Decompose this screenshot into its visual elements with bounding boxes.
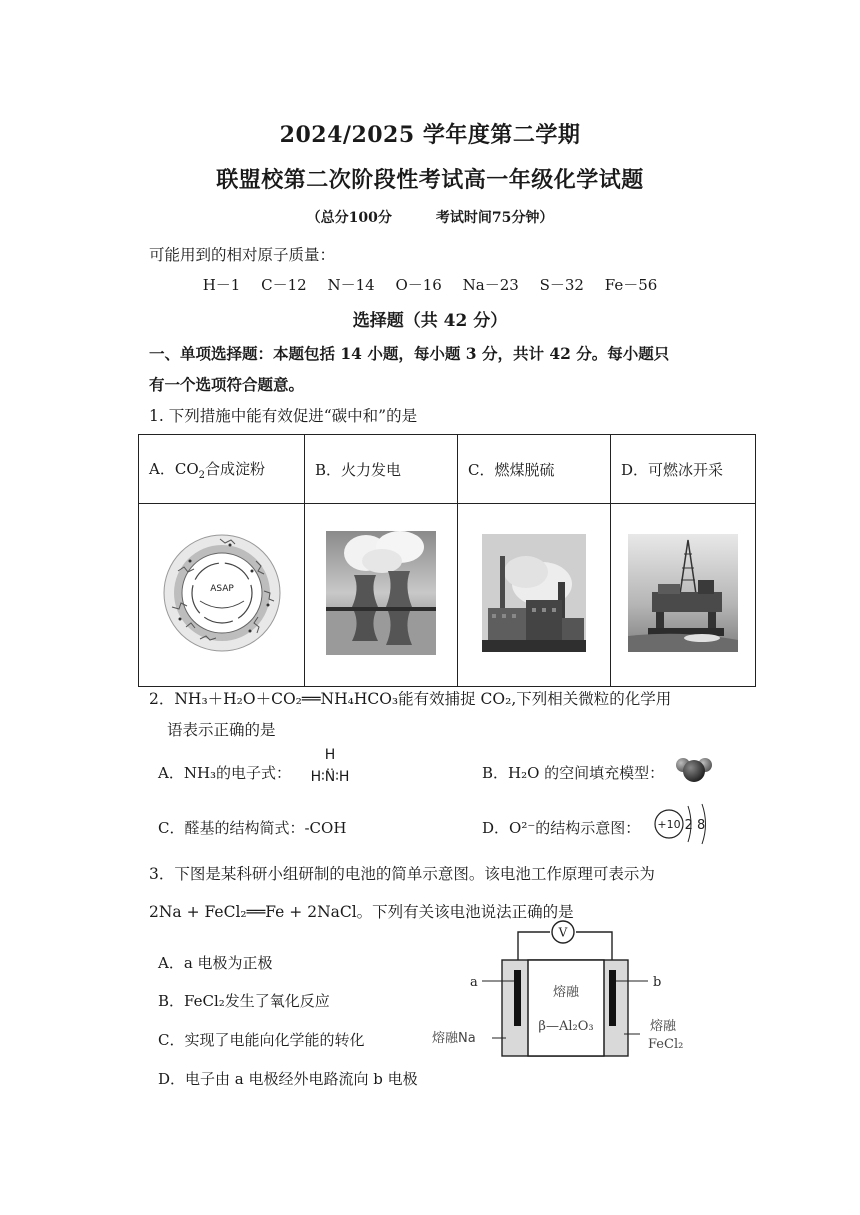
asap-label: ASAP [209,584,234,594]
total-score: （总分100分 [306,210,392,226]
q2-option-a[interactable]: A．NH₃的电子式： [158,764,292,782]
q2-option-d[interactable]: D．O²⁻的结构示意图： [482,819,641,837]
option-text: 可燃冰开采 [648,460,724,479]
q3-option-a[interactable]: A．a 电极为正极 [158,954,273,972]
q2-option-b[interactable]: B．H₂O 的空间填充模型： [482,764,665,782]
q1-option-d[interactable] [611,435,756,504]
shell-electrons-label: 2 8 [684,818,706,833]
electrode-a-label: a [470,975,478,990]
atomic-mass-label: 可能用到的相对原子质量： [149,246,336,264]
formula-dots: ‥ [325,759,334,773]
exam-title: 联盟校第二次阶段性考试高一年级化学试题 [216,167,644,193]
q1-image-b [305,504,458,687]
option-text: 合成淀粉 [205,459,266,478]
option-text: CO [174,459,199,478]
formula-h-top: H [324,747,336,763]
option-letter: C． [468,460,495,479]
nucleus-label: +10 [657,818,681,831]
option-subscript: 2 [198,469,205,481]
battery-cell-diagram [430,918,700,1066]
o2-ion-structure-diagram [652,800,714,848]
atomic-mass-item: S－32 [539,276,584,294]
exam-year-term: 2024/2025 学年度第二学期 [279,122,581,148]
molten-fecl2-label-top: 熔融 [650,1019,677,1034]
atomic-mass-item: C－12 [261,276,307,294]
q2-stem-2: 语表示正确的是 [167,721,276,739]
water-space-filling-model-icon [674,755,714,783]
electrode-b-label: b [653,975,662,990]
q3-stem-2: 2Na + FeCl₂══Fe + 2NaCl。下列有关该电池说法正确的是 [149,903,574,921]
q2-stem-1: 2．NH₃＋H₂O＋CO₂══NH₄HCO₃能有效捕捉 CO₂,下列相关微粒的化学用 [149,690,672,708]
formula-main: H∶N∶H [310,769,350,785]
option-letter: B． [315,460,342,479]
q1-image-c [458,504,611,687]
option-text: 燃煤脱硫 [494,460,555,479]
q1-option-c[interactable] [458,435,611,504]
atomic-mass-item: Fe－56 [604,276,658,294]
section-instructions-2: 有一个选项符合题意。 [149,375,305,394]
section-title: 选择题（共 42 分） [352,311,508,331]
atomic-mass-item: H－1 [202,276,241,294]
molten-na-label: 熔融Na [432,1031,476,1046]
q1-options-table [138,434,756,687]
q1-image-a [139,504,305,687]
q1-image-d [611,504,756,687]
offshore-drilling-platform-photo [628,534,738,652]
q1-option-b[interactable] [305,435,458,504]
q1-stem: 1. 下列措施中能有效促进“碳中和”的是 [149,407,418,425]
atomic-mass-list [0,274,860,295]
option-text: 火力发电 [341,460,402,479]
exam-meta [0,207,860,227]
q1-option-a[interactable] [139,435,305,504]
atomic-mass-item: N－14 [327,276,375,294]
asap-starch-synthesis-diagram [160,531,284,655]
q3-option-d[interactable]: D．电子由 a 电极经外电路流向 b 电极 [158,1070,418,1088]
q3-stem-1: 3．下图是某科研小组研制的电池的简单示意图。该电池工作原理可表示为 [149,865,655,883]
q3-option-c[interactable]: C．实现了电能向化学能的转化 [158,1031,365,1049]
coal-plant-chimney-photo [482,534,586,652]
section-instructions-1: 一、单项选择题：本题包括 14 小题，每小题 3 分，共计 42 分。每小题只 [149,344,670,363]
option-letter: D． [621,460,649,479]
electrolyte-label-bottom: β—Al₂O₃ [538,1019,594,1034]
electrolyte-label-top: 熔融 [552,985,580,1000]
exam-time: 考试时间75分钟） [435,210,554,226]
voltmeter-label: V [558,925,568,940]
q2-option-c[interactable]: C．醛基的结构简式：-COH [158,819,347,837]
option-letter: A． [149,459,175,478]
nh3-electron-formula [298,748,362,784]
q3-option-b[interactable]: B．FeCl₂发生了氧化反应 [158,992,330,1010]
atomic-mass-item: O－16 [395,276,442,294]
molten-fecl2-label-bottom: FeCl₂ [648,1037,684,1052]
power-plant-cooling-towers-photo [326,531,436,655]
atomic-mass-item: Na－23 [462,276,519,294]
